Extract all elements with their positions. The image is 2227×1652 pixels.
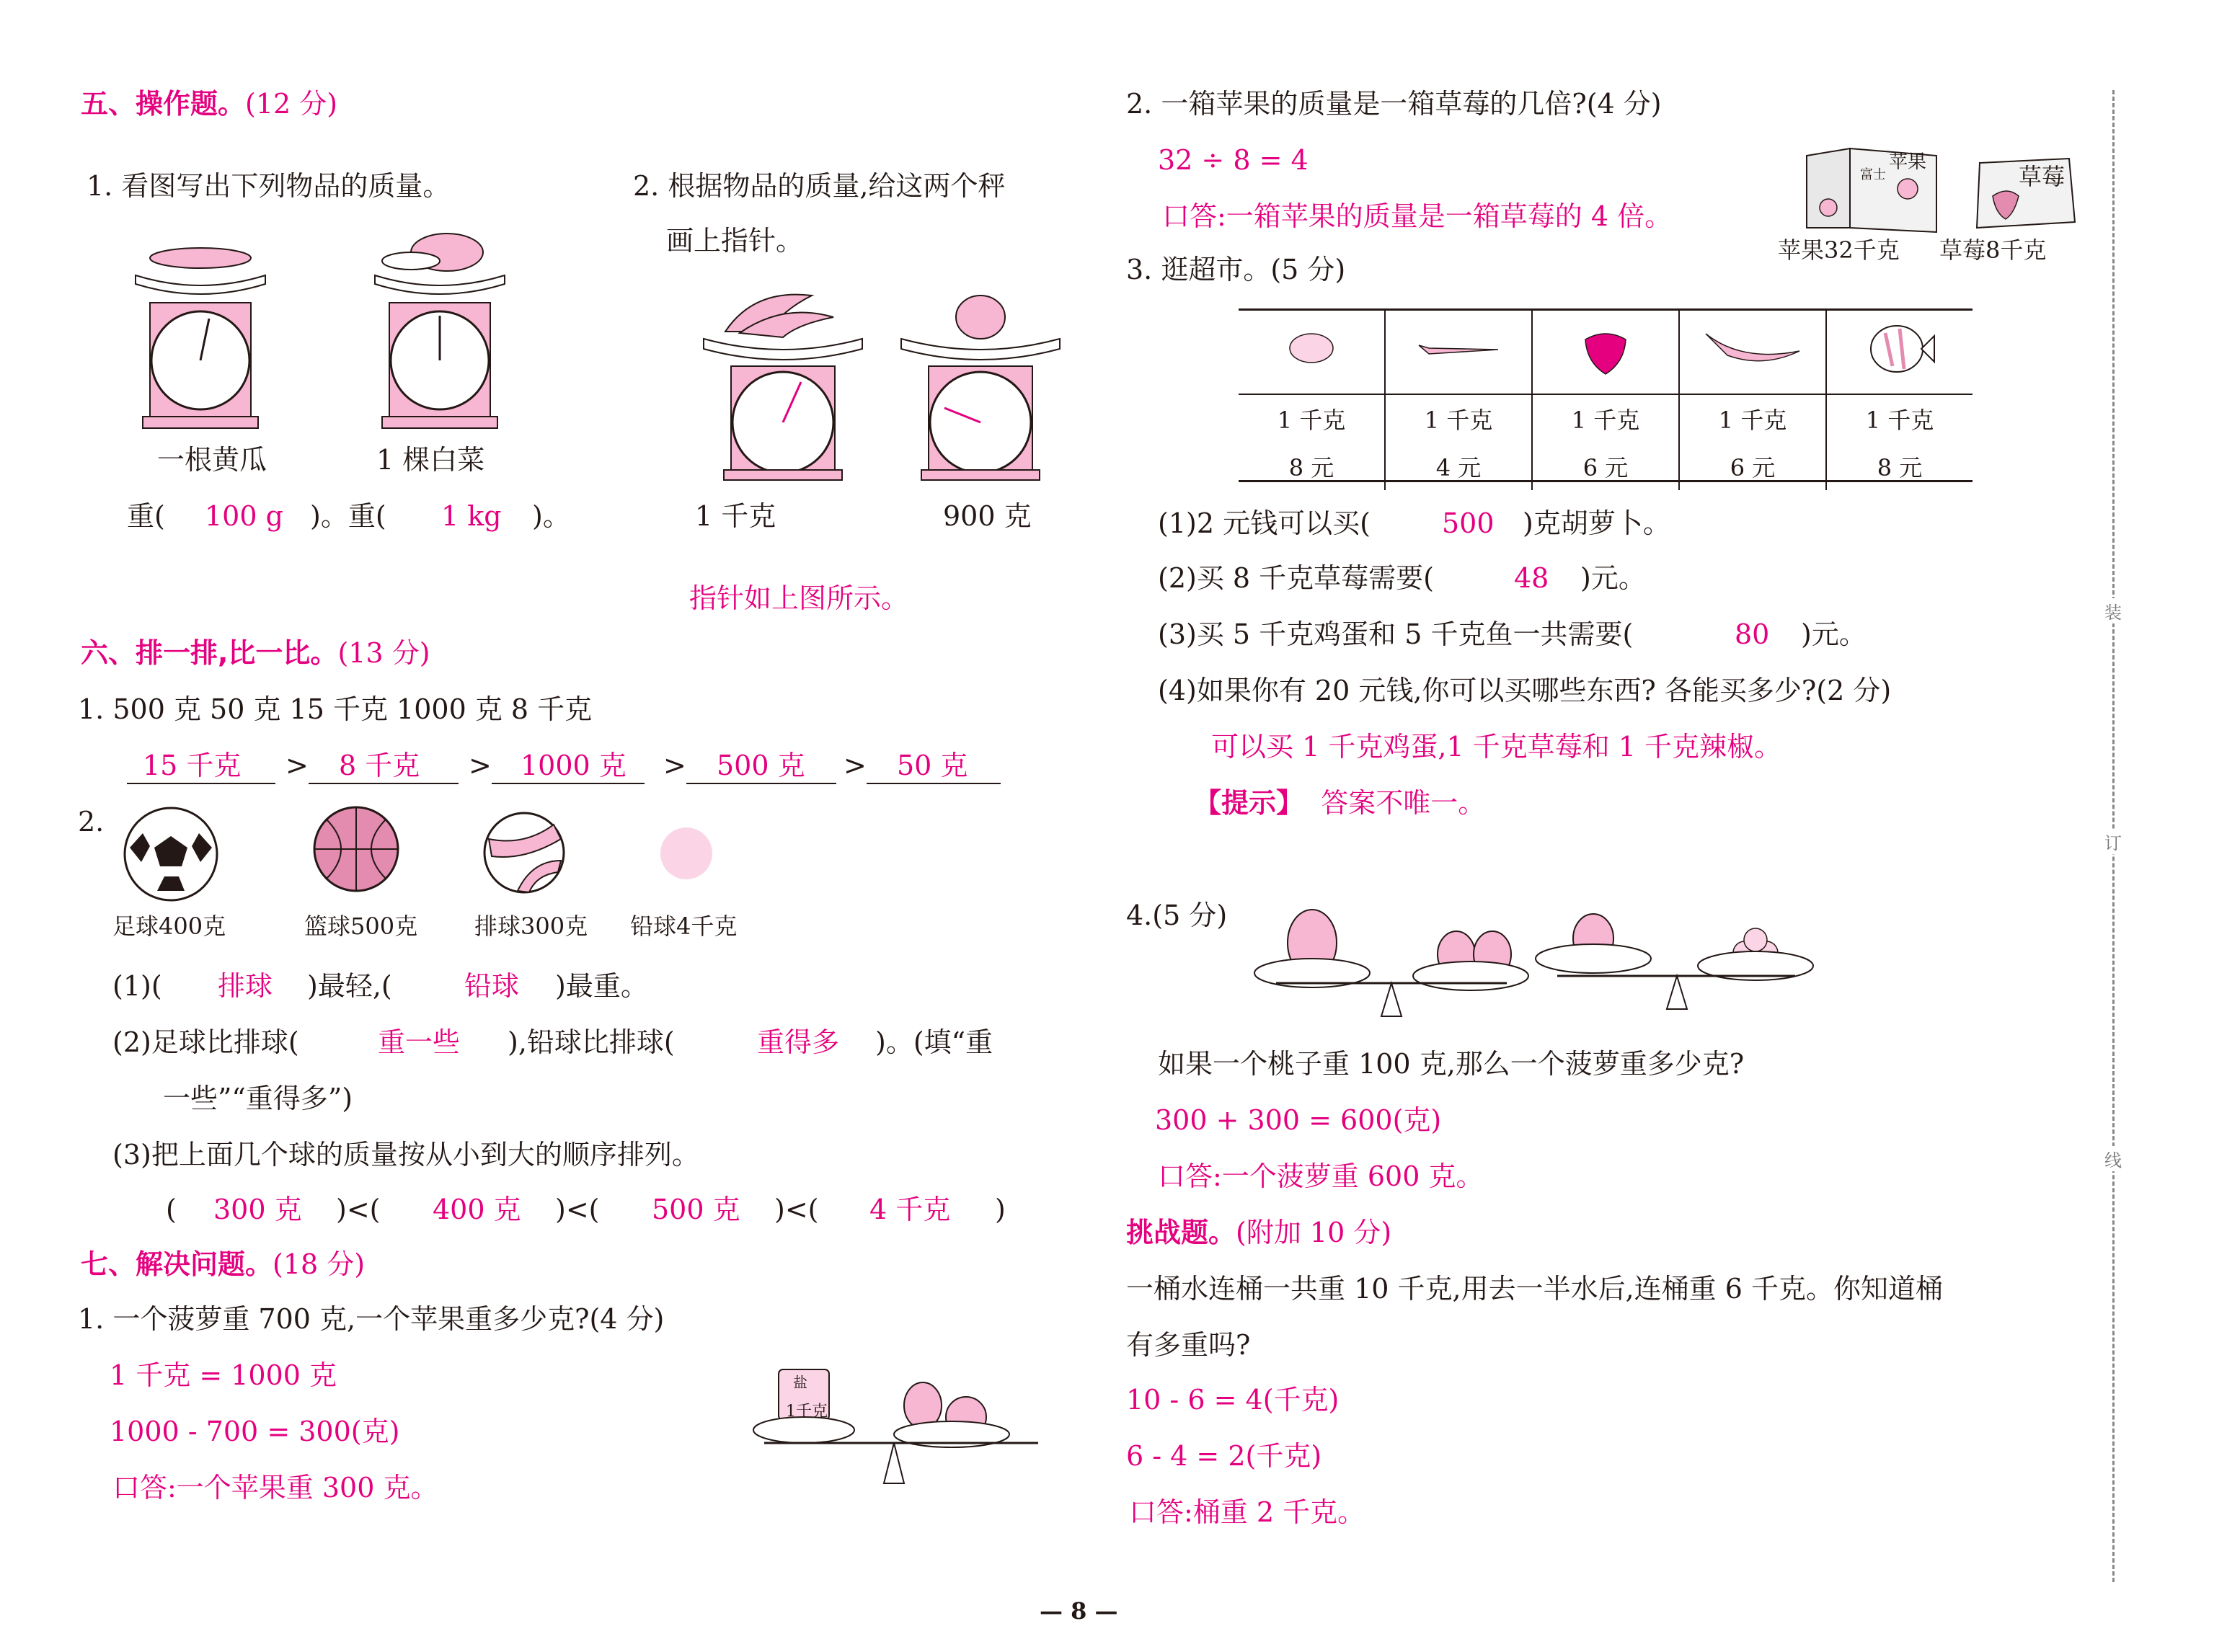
q7-4-answer: 口答:一个菠萝重 600 克。 bbox=[1158, 1160, 1484, 1192]
shot-put-figure bbox=[659, 826, 714, 881]
box-fuji-text: 富士 bbox=[1860, 167, 1886, 182]
q6-1-list: 1. 500 克 50 克 15 千克 1000 克 8 千克 bbox=[78, 693, 593, 725]
carrot-icon bbox=[1412, 332, 1505, 364]
chili-pepper-icon bbox=[1699, 327, 1807, 370]
fish-icon bbox=[1864, 316, 1936, 381]
challenge-line-1: 一桶水连桶一共重 10 千克,用去一半水后,连桶重 6 千克。你知道桶 bbox=[1126, 1273, 1944, 1305]
q6-2-1-a: (1)( bbox=[112, 970, 162, 1002]
asc-3: 500 克 bbox=[652, 1194, 740, 1225]
goods-weight: 1 千克 bbox=[1679, 394, 1826, 443]
order-1: 15 千克 bbox=[143, 750, 242, 781]
strawberry-icon bbox=[1577, 319, 1634, 377]
scale-label-1kg: 1 千克 bbox=[695, 500, 776, 532]
asc-1: 300 克 bbox=[213, 1194, 302, 1225]
football-figure bbox=[121, 804, 221, 904]
asc-close: ) bbox=[995, 1194, 1006, 1225]
side-mark-3: 线 bbox=[2102, 1146, 2124, 1171]
answer-3-1: 500 bbox=[1442, 507, 1495, 539]
q6-2-label: 2. bbox=[78, 806, 105, 838]
weight-mid: )。重( bbox=[310, 500, 386, 532]
side-mark-1: 装 bbox=[2102, 598, 2124, 623]
goods-weight: 1 千克 bbox=[1385, 394, 1532, 443]
answer-3-2: 48 bbox=[1514, 562, 1549, 594]
challenge-title: 挑战题。(附加 10 分) bbox=[1126, 1217, 1392, 1248]
q6-2-1-b: )最轻,( bbox=[307, 970, 392, 1002]
q7-2-answer: 口答:一箱苹果的质量是一箱草莓的 4 倍。 bbox=[1162, 200, 1673, 232]
goods-price: 4 元 bbox=[1385, 443, 1532, 490]
section-7-title: 七、解决问题。(18 分) bbox=[81, 1248, 366, 1280]
asc-sep-1: )<( bbox=[336, 1194, 381, 1225]
gt-4: > bbox=[844, 750, 867, 781]
asc-sep-3: )<( bbox=[774, 1194, 819, 1225]
goods-price: 6 元 bbox=[1532, 443, 1679, 490]
strawberry-caption: 草莓8千克 bbox=[1939, 236, 2047, 264]
bag-char: 盐 bbox=[793, 1374, 807, 1391]
q7-2: 2. 一箱苹果的质量是一箱草莓的几倍?(4 分) bbox=[1126, 88, 1662, 120]
q7-3-2-b: )元。 bbox=[1580, 562, 1646, 594]
weight-end: )。 bbox=[532, 500, 570, 532]
ball-basketball-label: 篮球500克 bbox=[304, 912, 418, 940]
goods-weight: 1 千克 bbox=[1826, 394, 1973, 443]
challenge-line-2: 有多重吗? bbox=[1126, 1329, 1251, 1361]
order-4: 500 克 bbox=[717, 750, 805, 781]
q7-1: 1. 一个菠萝重 700 克,一个苹果重多少克?(4 分) bbox=[78, 1303, 665, 1335]
q6-2-2-b: ),铅球比排球( bbox=[508, 1026, 675, 1058]
gt-2: > bbox=[469, 750, 492, 781]
challenge-answer: 口答:桶重 2 千克。 bbox=[1129, 1496, 1365, 1528]
answer-heavier-1: 重一些 bbox=[378, 1026, 461, 1058]
q7-3: 3. 逛超市。(5 分) bbox=[1126, 254, 1346, 285]
goods-price: 8 元 bbox=[1288, 454, 1334, 481]
goods-price: 6 元 bbox=[1679, 443, 1826, 490]
volleyball-figure bbox=[482, 810, 567, 895]
apple-caption: 苹果32千克 bbox=[1778, 236, 1900, 264]
scale-cabbage-figure bbox=[360, 231, 519, 432]
order-2: 8 千克 bbox=[339, 750, 420, 781]
q6-2-2-c: )。(填“重 bbox=[875, 1026, 993, 1058]
q5-2-prompt-line2: 画上指针。 bbox=[666, 225, 804, 257]
weight-prefix: 重( bbox=[127, 500, 165, 532]
q7-3-2-a: (2)买 8 千克草莓需要( bbox=[1158, 562, 1434, 594]
q7-1-answer: 口答:一个苹果重 300 克。 bbox=[112, 1472, 438, 1504]
ball-shotput-label: 铅球4千克 bbox=[630, 912, 738, 940]
side-mark-2: 订 bbox=[2102, 829, 2124, 854]
q6-2-1-c: )最重。 bbox=[555, 970, 648, 1002]
item-cucumber: 一根黄瓜 bbox=[157, 444, 267, 476]
answer-lightest: 排球 bbox=[218, 970, 273, 1002]
q5-1-prompt: 1. 看图写出下列物品的质量。 bbox=[87, 170, 451, 202]
section-6-title: 六、排一排,比一比。(13 分) bbox=[81, 637, 430, 669]
goods-pepper-cell bbox=[1679, 308, 1826, 394]
goods-egg-cell bbox=[1239, 308, 1385, 394]
hint: 【提示】 答案不唯一。 bbox=[1194, 787, 1486, 819]
goods-weight: 1 千克 bbox=[1532, 394, 1679, 443]
order-3: 1000 克 bbox=[521, 750, 627, 781]
ball-football-label: 足球400克 bbox=[112, 912, 226, 940]
q7-3-4: (4)如果你有 20 元钱,你可以买哪些东西? 各能买多少?(2 分) bbox=[1158, 675, 1892, 706]
scale-pumpkin-figure bbox=[894, 288, 1067, 483]
box-apple-text: 苹果 bbox=[1889, 151, 1927, 173]
q7-1-step-2: 1000 - 700 = 300(克) bbox=[110, 1416, 400, 1447]
goods-carrot-cell bbox=[1385, 308, 1532, 394]
goods-strawberry-cell bbox=[1532, 308, 1679, 394]
q6-2-3: (3)把上面几个球的质量按从小到大的顺序排列。 bbox=[112, 1139, 699, 1171]
answer-3-3: 80 bbox=[1735, 618, 1770, 650]
q7-4-text: 如果一个桃子重 100 克,那么一个菠萝重多少克? bbox=[1158, 1048, 1745, 1080]
egg-icon bbox=[1286, 332, 1337, 364]
goods-table bbox=[1239, 308, 1973, 490]
challenge-step-1: 10 - 6 = 4(千克) bbox=[1126, 1384, 1340, 1416]
page-number: — 8 — bbox=[1040, 1597, 1118, 1625]
gt-3: > bbox=[663, 750, 686, 781]
goods-weight: 1 千克 bbox=[1277, 407, 1346, 434]
q7-3-1-b: )克胡萝卜。 bbox=[1523, 507, 1670, 539]
order-5: 50 克 bbox=[897, 750, 968, 781]
asc-sep-2: )<( bbox=[555, 1194, 600, 1225]
scale-banana-figure bbox=[696, 281, 869, 483]
scale-cucumber-figure bbox=[121, 238, 280, 432]
q7-4-step: 300 + 300 = 600(克) bbox=[1155, 1104, 1442, 1136]
balance-fruit-figure bbox=[1247, 901, 1824, 1023]
bag-label: 1千克 bbox=[786, 1403, 828, 1421]
asc-2: 400 克 bbox=[433, 1194, 521, 1225]
basketball-figure bbox=[311, 804, 401, 894]
q7-2-step: 32 ÷ 8 = 4 bbox=[1158, 144, 1309, 176]
answer-heavier-2: 重得多 bbox=[757, 1026, 840, 1058]
q6-2-2-a: (2)足球比排球( bbox=[112, 1026, 299, 1058]
scale-label-900g: 900 克 bbox=[943, 500, 1032, 532]
asc-open: ( bbox=[166, 1194, 177, 1225]
answer-heaviest: 铅球 bbox=[464, 970, 520, 1002]
q7-1-step-1: 1 千克 = 1000 克 bbox=[110, 1359, 337, 1391]
asc-4: 4 千克 bbox=[869, 1194, 951, 1225]
box-strawberry-text: 草莓 bbox=[2019, 163, 2066, 190]
goods-fish-cell bbox=[1826, 308, 1973, 394]
q7-3-3-b: )元。 bbox=[1801, 618, 1867, 650]
goods-price: 8 元 bbox=[1826, 443, 1973, 490]
ball-volleyball-label: 排球300克 bbox=[474, 912, 588, 940]
pointer-answer: 指针如上图所示。 bbox=[689, 582, 909, 614]
gt-1: > bbox=[285, 750, 309, 781]
q7-3-1-a: (1)2 元钱可以买( bbox=[1158, 507, 1371, 539]
answer-cucumber: 100 g bbox=[205, 500, 283, 532]
answer-3-4: 可以买 1 千克鸡蛋,1 千克草莓和 1 千克辣椒。 bbox=[1211, 731, 1782, 763]
q6-2-2-d: 一些”“重得多”) bbox=[163, 1083, 353, 1114]
q7-4: 4.(5 分) bbox=[1126, 900, 1228, 931]
challenge-step-2: 6 - 4 = 2(千克) bbox=[1126, 1440, 1322, 1472]
answer-cabbage: 1 kg bbox=[441, 500, 502, 532]
q7-3-3-a: (3)买 5 千克鸡蛋和 5 千克鱼一共需要( bbox=[1158, 618, 1634, 650]
q5-2-prompt-line1: 2. 根据物品的质量,给这两个秤 bbox=[633, 170, 1006, 202]
section-5-title: 五、操作题。(12 分) bbox=[81, 88, 338, 120]
item-cabbage: 1 棵白菜 bbox=[376, 444, 485, 476]
